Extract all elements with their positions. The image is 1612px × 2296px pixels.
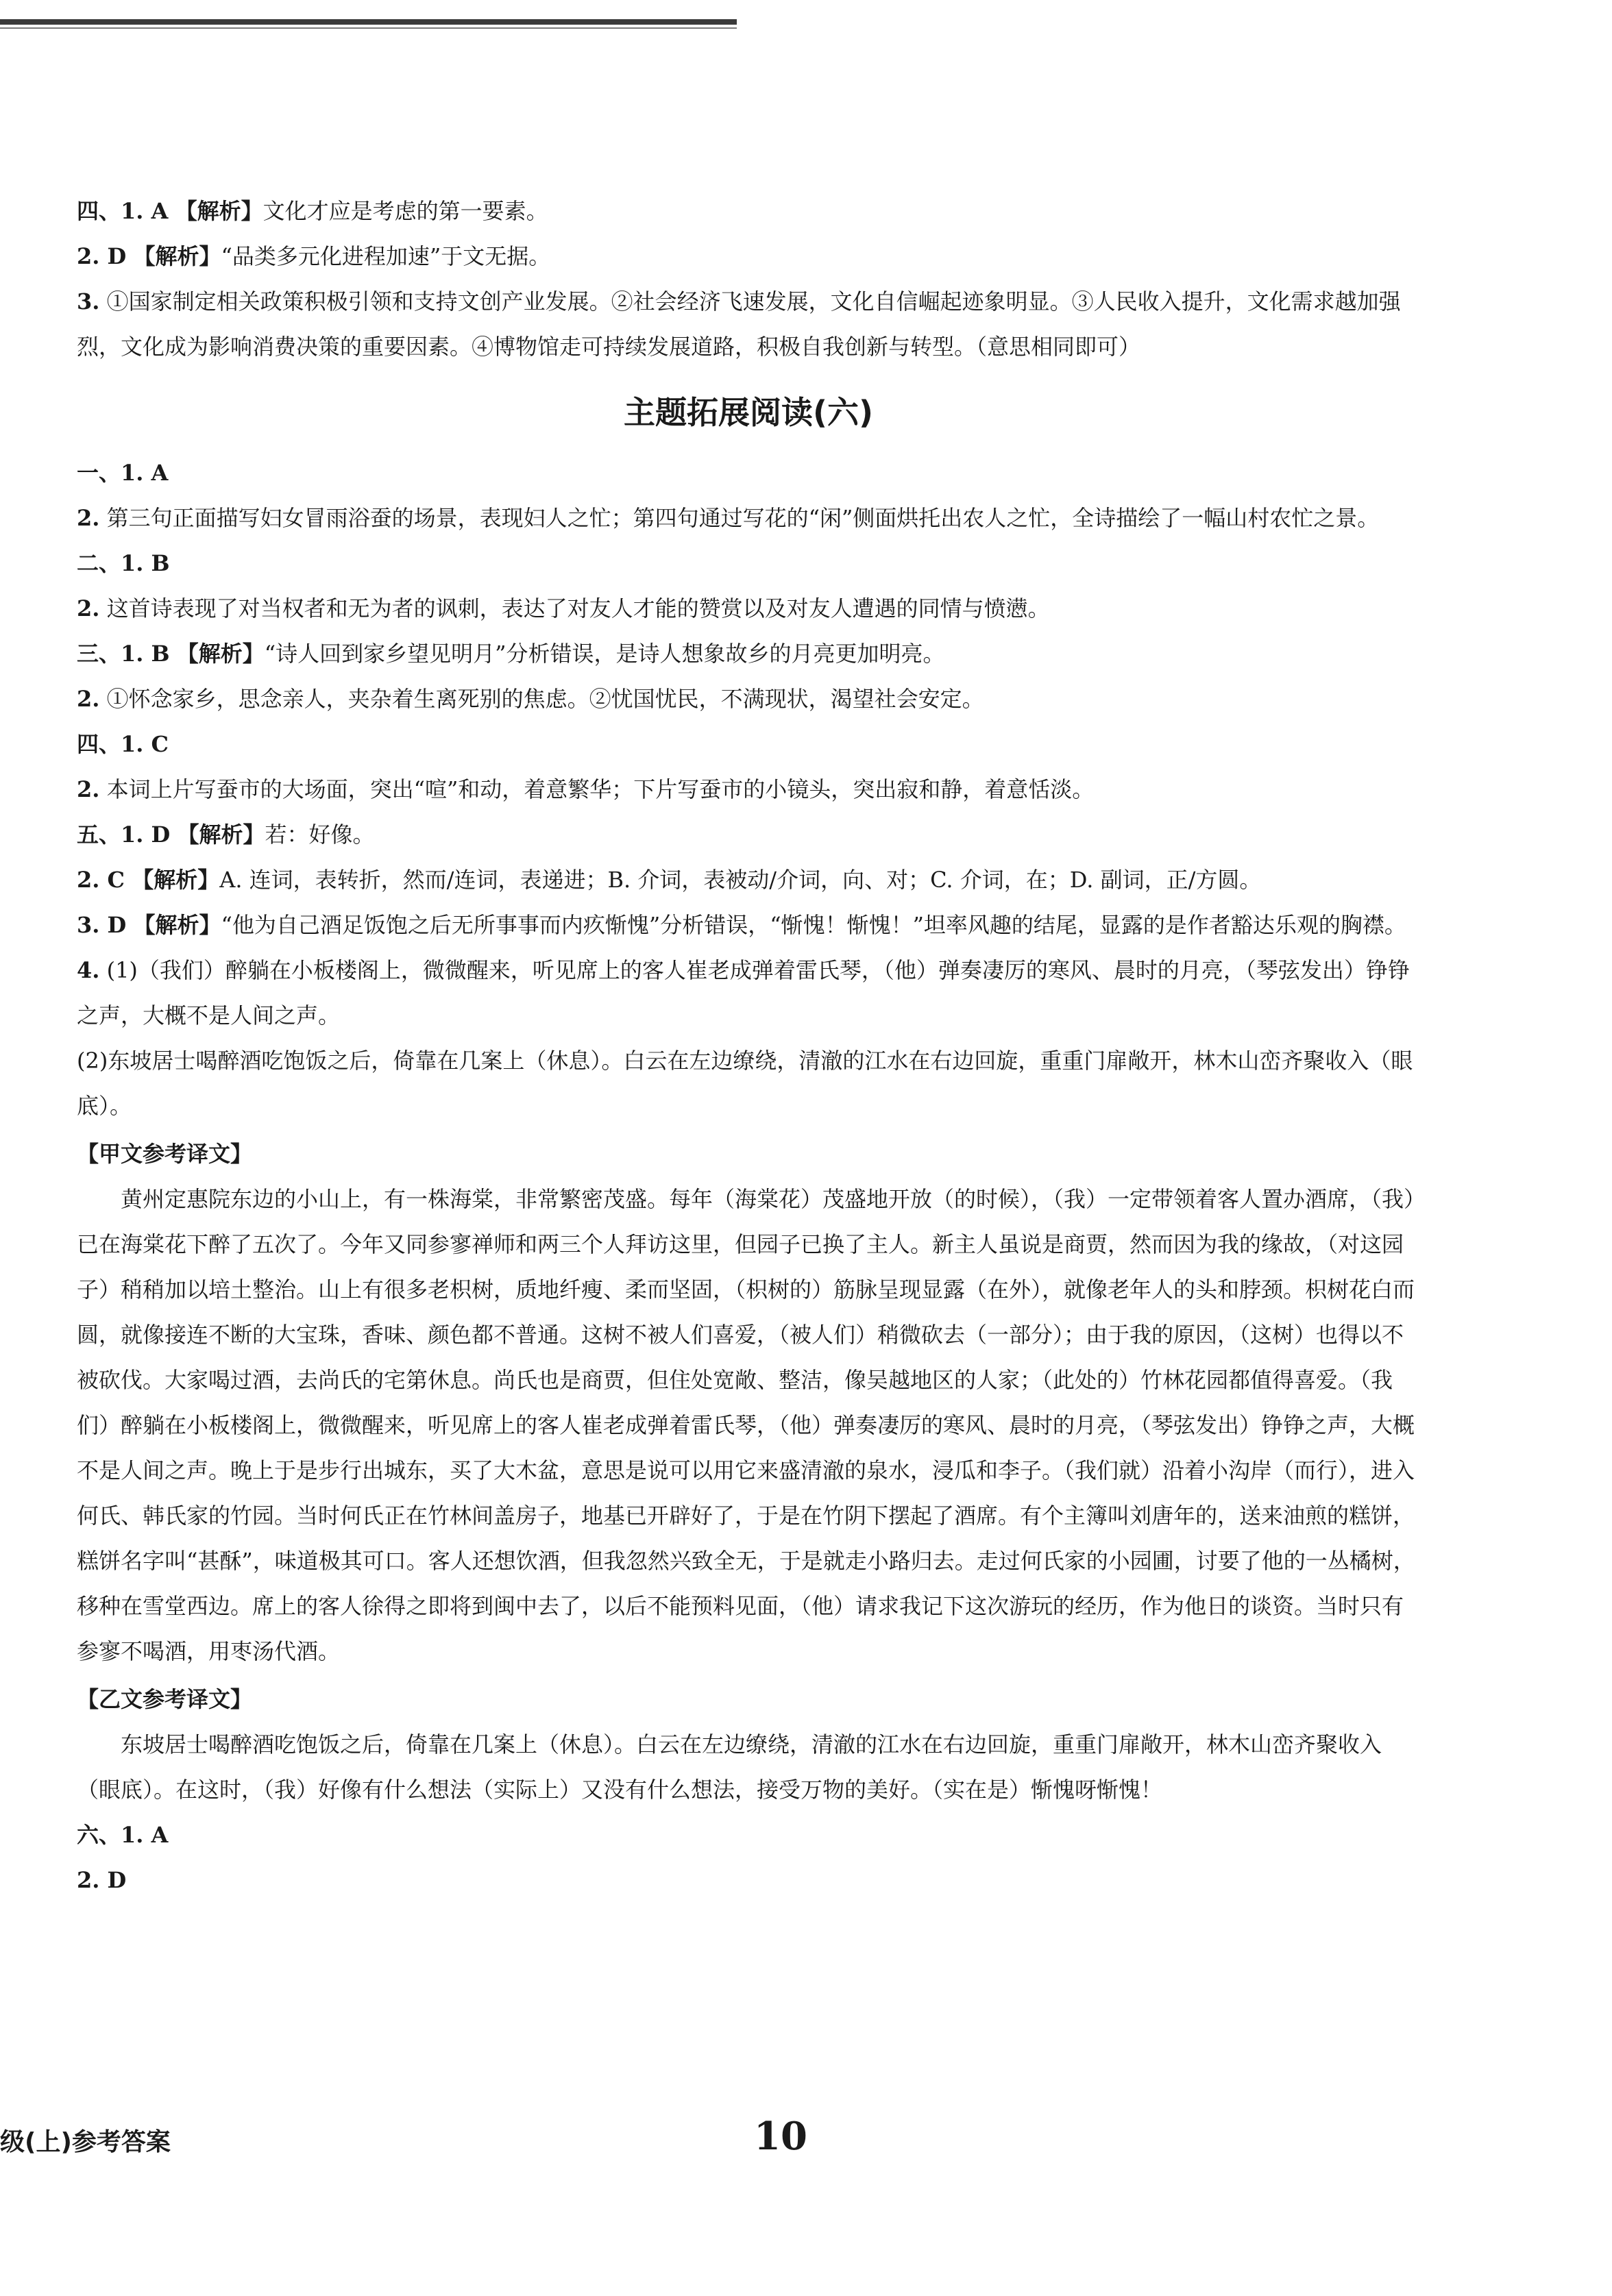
answer-item [77,631,1420,676]
answer-text: ①怀念家乡，思念亲人，夹杂着生离死别的焦虑。②忧国忧民，不满现状，渴望社会安定。 [106,686,984,712]
answer-text: 本词上片写蚕市的大场面，突出“喧”和动，着意繁华；下片写蚕市的小镜头，突出寂和静，着意恬淡。 [106,776,1095,802]
answer-text: 若：好像。 [265,822,375,848]
answer-number: 一、1. A [77,460,169,486]
answer-item [77,948,1420,1038]
answer-item [77,188,1420,234]
answer-number: 四、1. A [77,198,169,224]
answer-number: 六、1. A [77,1822,169,1848]
answer-text: A. 连词，表转折，然而/连词，表递进；B. 介词，表被动/介词，向、对；C. 介词，在；D. 副词，正/方圆。 [219,867,1262,893]
answer-text: (2)东坡居士喝醉酒吃饱饭之后，倚靠在几案上（休息）。白云在左边缭绕，清澈的江水在右边回旋，重重门扉敞开，林木山峦齐聚收入（眼底）。 [77,1048,1413,1119]
answers-end [77,1812,1420,1903]
answer-item [77,676,1420,721]
yi-translation: 东坡居士喝醉酒吃饱饭之后，倚靠在几案上（休息）。白云在左边缭绕，清澈的江水在右边回旋，重重门扉敞开，林木山峦齐聚收入（眼底）。在这时，（我）好像有什么想法（实际上）又没有什么想法，接受万物的美好。（实在是）惭愧呀惭愧！ [77,1731,1382,1803]
answer-number: 2. [77,595,100,621]
answer-item [77,857,1420,902]
answer-number: 2. [77,505,100,531]
footer-label: 级(上)参考答案 [0,2128,171,2156]
answer-item [77,1038,1420,1128]
analysis-tag: 【解析】 [175,198,263,224]
answer-number: 3. D [77,912,127,938]
top-rule [0,19,737,25]
analysis-tag: 【解析】 [133,243,221,269]
answer-item [77,279,1420,369]
answer-item [77,1812,1420,1857]
answers-top [77,188,1420,369]
jia-translation: 黄州定惠院东边的小山上，有一株海棠，非常繁密茂盛。每年（海棠花）茂盛地开放（的时候），（我）一定带领着客人置办酒席，（我）已在海棠花下醉了五次了。今年又同参寥禅师和两三个人拜访这里，但园子已换了主人。新主人虽说是商贾，然而因为我的缘故，（对这园子）稍稍加以培土整治。山上有很多老枳树，质地纤瘦、柔而坚固，（枳树的）筋脉呈现显露（在外），就像老年人的头和脖颈。枳树花白而圆，就像接连不断的大宝珠，香味、颜色都不普通。这树不被人们喜爱，（被人们）稍微砍去（一部分）；由于我的原因，（这树）也得以不被砍伐。大家喝过酒，去尚氏的宅第休息。尚氏也是商贾，但住处宽敞、整洁，像吴越地区的人家；（此处的）竹林花园都值得喜爱。（我们）醉躺在小板楼阁上，微微醒来，听见席上的客人崔老成弹着雷氏琴，（他）弹奏凄厉的寒风、晨时的月亮，（琴弦发出）铮铮之声，大概不是人间之声。晚上于是步行出城东，买了大木盆，意思是说可以用它来盛清澈的泉水，浸瓜和李子。（我们就）沿着小沟岸（而行），进入何氏、韩氏家的竹园。当时何氏正在竹林间盖房子，地基已开辟好了，于是在竹阴下摆起了酒席。有个主簿叫刘唐年的，送来油煎的糕饼，糕饼名字叫“甚酥”，味道极其可口。客人还想饮酒，但我忽然兴致全无，于是就走小路归去。走过何氏家的小园圃，讨要了他的一丛橘树，移种在雪堂西边。席上的客人徐得之即将到闽中去了，以后不能预料见面，（他）请求我记下这次游玩的经历，作为他日的谈资。当时只有参寥不喝酒，用枣汤代酒。 [77,1186,1415,1664]
answer-item [77,721,1420,767]
section-title: 主题拓展阅读(六) [623,394,874,431]
answer-item [77,1857,1420,1903]
answer-item [77,234,1420,279]
answer-number: 四、1. C [77,731,169,757]
answer-number: 2. D [77,1867,127,1893]
answer-item [77,902,1420,948]
answer-number: 2. [77,686,100,712]
answer-number: 2. [77,776,100,802]
answer-number: 二、1. B [77,550,170,576]
analysis-tag: 【解析】 [176,641,265,667]
answer-text: ①国家制定相关政策积极引领和支持文创产业发展。②社会经济飞速发展，文化自信崛起迹象明显。③人民收入提升，文化需求越加强烈，文化成为影响消费决策的重要因素。④博物馆走可持续发展道路，积极自我创新与转型。（意思相同即可） [77,288,1401,360]
answer-item [77,450,1420,495]
analysis-tag: 【解析】 [133,912,221,938]
answer-number: 五、1. D [77,822,171,848]
answer-text: 文化才应是考虑的第一要素。 [262,198,548,224]
answer-number: 3. [77,288,100,314]
answer-item [77,495,1420,541]
answer-item [77,586,1420,631]
page-number: 10 [754,2114,807,2159]
answer-text: (1)（我们）醉躺在小板楼阁上，微微醒来，听见席上的客人崔老成弹着雷氏琴，（他）弹奏凄厉的寒风、晨时的月亮，（琴弦发出）铮铮之声，大概不是人间之声。 [77,957,1410,1028]
answer-item [77,812,1420,857]
answer-number: 4. [77,957,100,983]
answer-text: “诗人回到家乡望见明月”分析错误，是诗人想象故乡的月亮更加明亮。 [264,641,945,667]
answer-number: 2. C [77,867,125,893]
answer-text: “他为自己酒足饭饱之后无所事事而内疚惭愧”分析错误，“惭愧！惭愧！”坦率风趣的结尾，显露的是作者豁达乐观的胸襟。 [221,912,1406,938]
analysis-tag: 【解析】 [177,822,265,848]
answer-item [77,767,1420,812]
answers-main [77,450,1420,1128]
jia-heading: 【甲文参考译文】 [77,1141,253,1167]
answer-number: 2. D [77,243,127,269]
answer-content [77,188,1420,1903]
answer-text: 第三句正面描写妇女冒雨浴蚕的场景，表现妇人之忙；第四句通过写花的“闲”侧面烘托出农人之忙，全诗描绘了一幅山村农忙之景。 [106,505,1380,531]
yi-heading: 【乙文参考译文】 [77,1686,253,1712]
answer-number: 三、1. B [77,641,170,667]
answer-text: 这首诗表现了对当权者和无为者的讽刺，表达了对友人才能的赞赏以及对友人遭遇的同情与愤懑。 [106,595,1050,621]
answer-text: “品类多元化进程加速”于文无据。 [221,243,551,269]
top-rule-thin [0,27,737,29]
answer-item [77,541,1420,586]
analysis-tag: 【解析】 [132,867,220,893]
